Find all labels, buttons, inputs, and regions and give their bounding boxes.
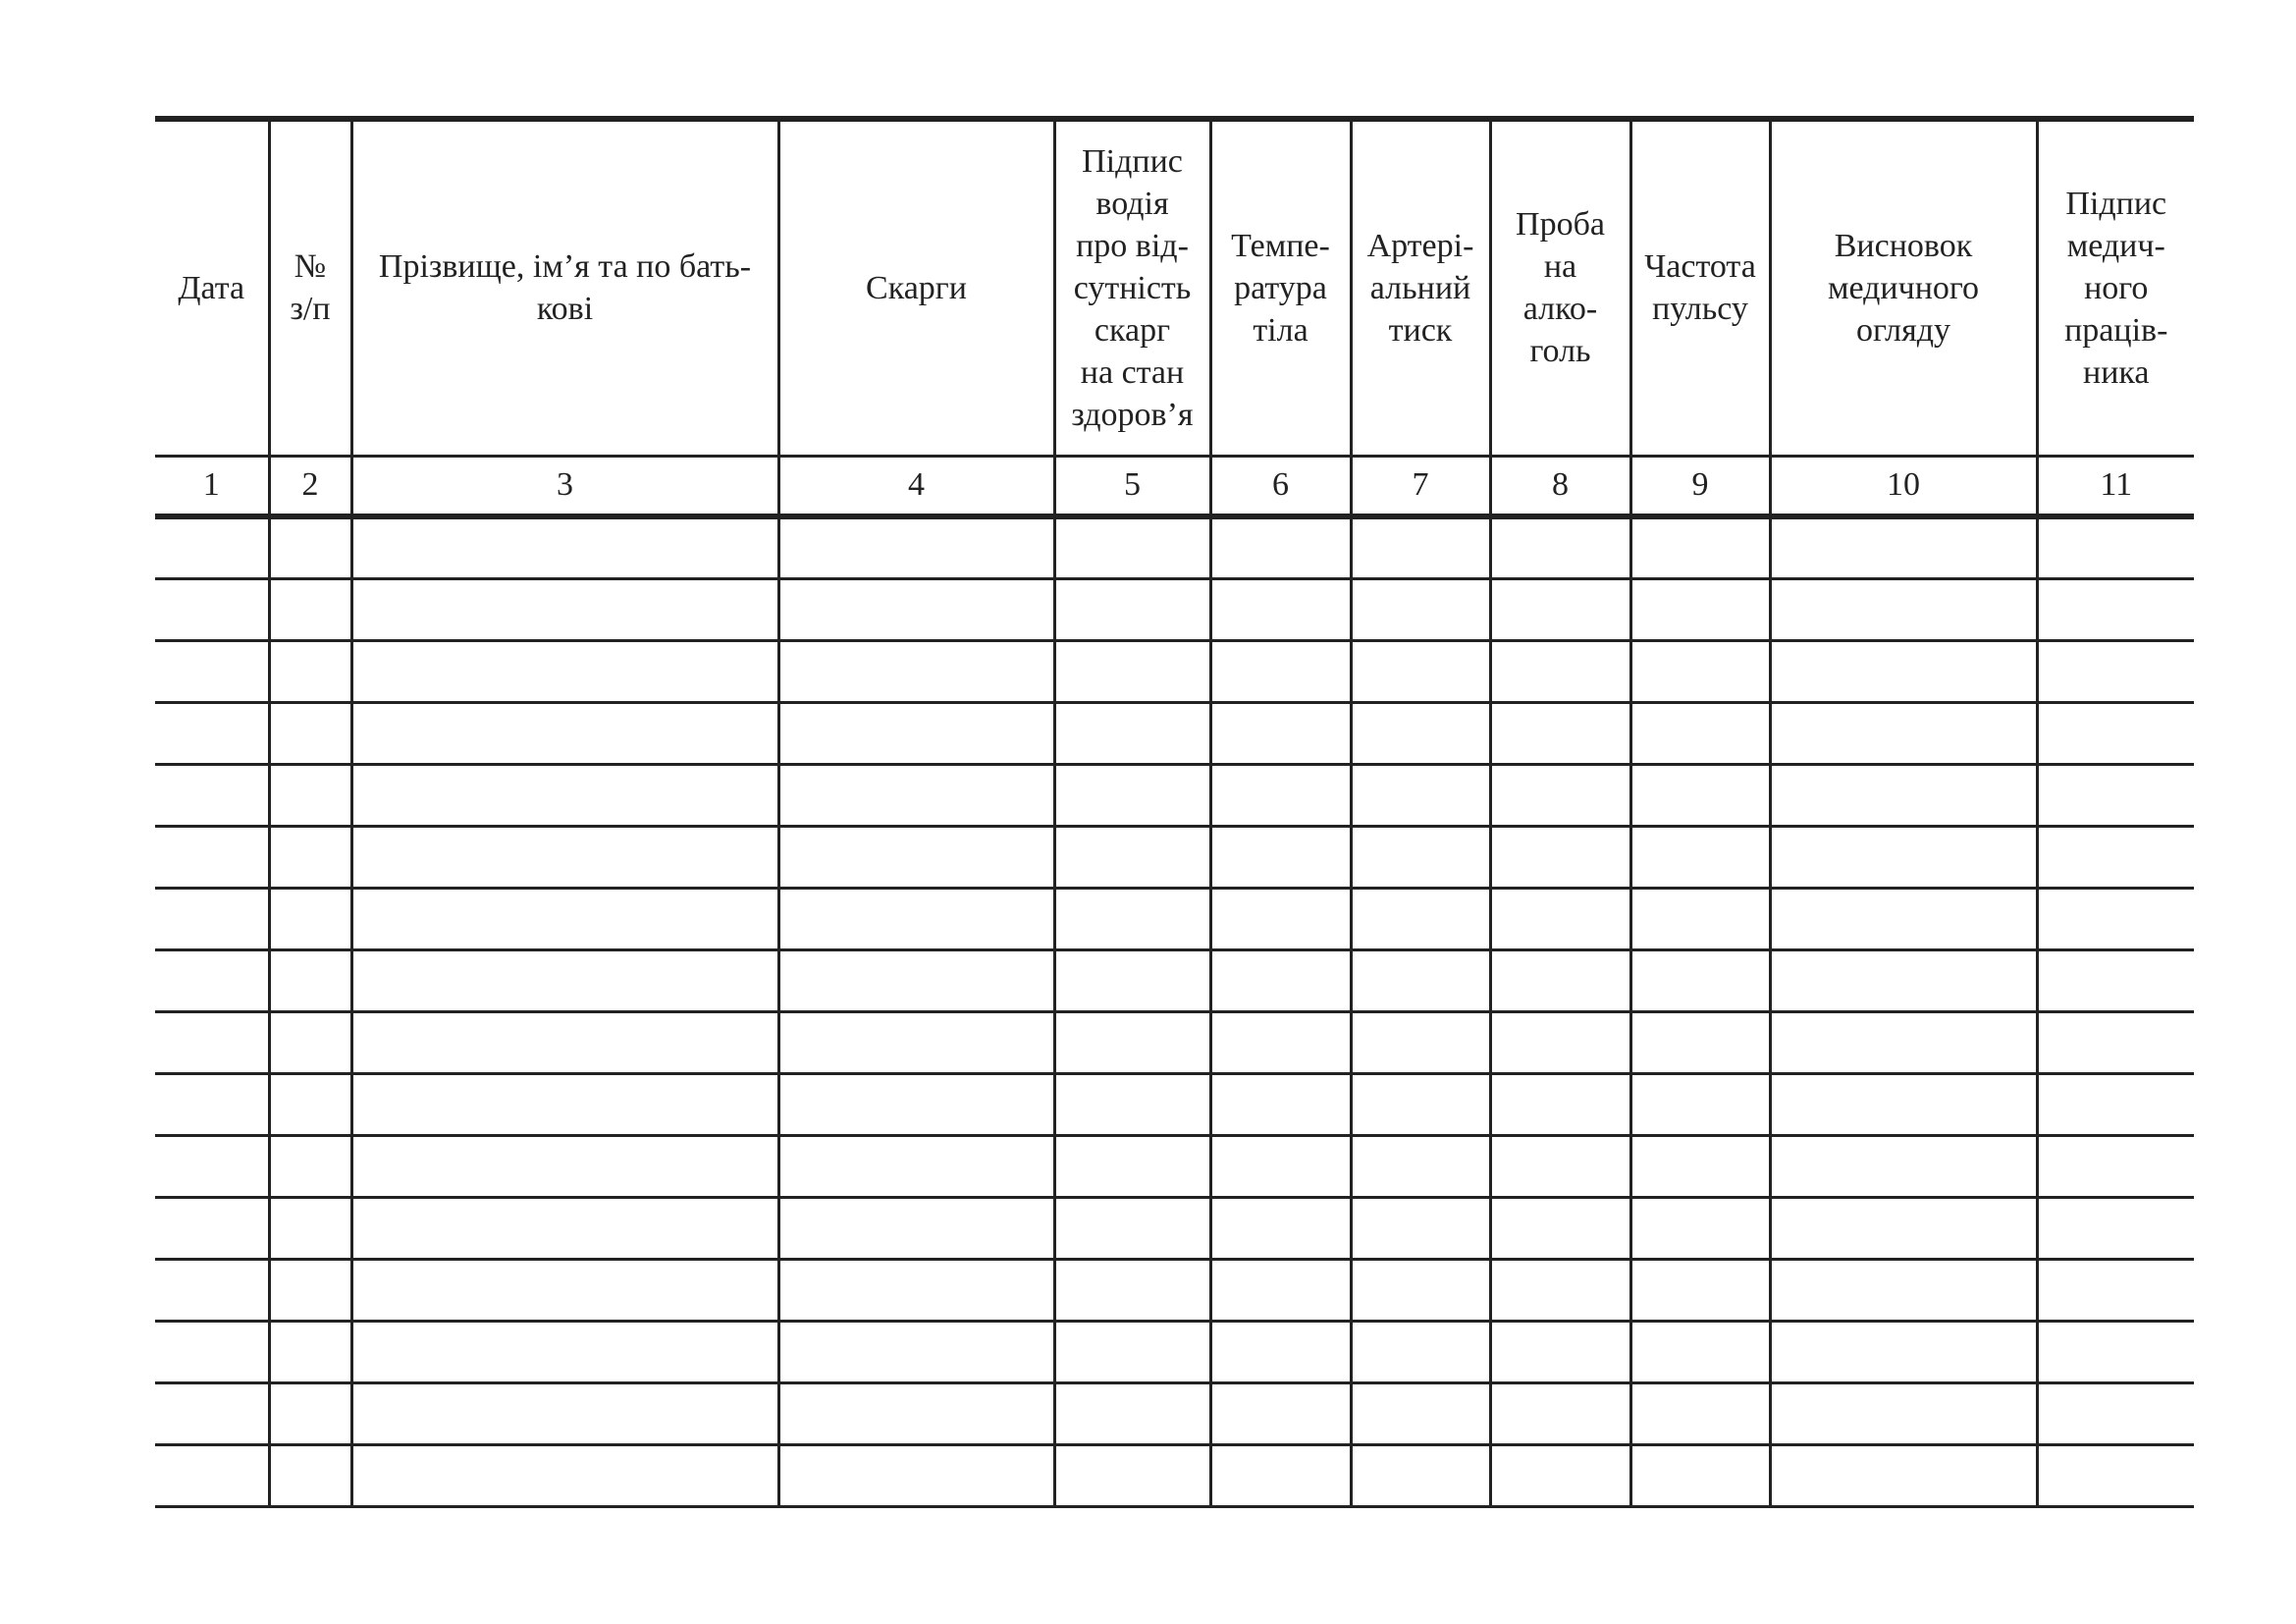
table-row	[155, 1011, 2194, 1073]
empty-cell	[269, 1382, 351, 1444]
empty-cell	[351, 1197, 778, 1259]
empty-cell	[269, 888, 351, 949]
table-row	[155, 826, 2194, 888]
table-row	[155, 888, 2194, 949]
empty-cell	[778, 1011, 1054, 1073]
empty-cell	[269, 1135, 351, 1197]
empty-cell	[1054, 1197, 1210, 1259]
empty-cell	[1054, 1321, 1210, 1382]
empty-cell	[1210, 702, 1351, 764]
empty-cell	[1054, 949, 1210, 1011]
header-row	[155, 119, 2194, 456]
empty-cell	[1630, 1382, 1770, 1444]
empty-cell	[1351, 1135, 1490, 1197]
empty-cell	[778, 1135, 1054, 1197]
column-number: 11	[2037, 456, 2194, 516]
empty-cell	[155, 826, 269, 888]
empty-cell	[1630, 1259, 1770, 1321]
header-driver-signature: Підпис водія про від- сутність скарг на стан здоров’я	[1054, 119, 1210, 456]
empty-cell	[155, 764, 269, 826]
empty-cell	[351, 1444, 778, 1506]
column-number-row	[155, 456, 2194, 516]
empty-cell	[1351, 1444, 1490, 1506]
empty-cell	[2037, 1321, 2194, 1382]
table-row	[155, 578, 2194, 640]
empty-cell	[155, 1444, 269, 1506]
empty-cell	[1630, 702, 1770, 764]
empty-cell	[155, 1011, 269, 1073]
empty-cell	[1054, 1259, 1210, 1321]
empty-cell	[1351, 1382, 1490, 1444]
empty-cell	[1770, 1135, 2037, 1197]
empty-cell	[1054, 1073, 1210, 1135]
empty-cell	[1351, 578, 1490, 640]
empty-cell	[351, 1259, 778, 1321]
empty-cell	[2037, 640, 2194, 702]
empty-cell	[1490, 702, 1630, 764]
empty-cell	[1351, 888, 1490, 949]
empty-cell	[1630, 1197, 1770, 1259]
empty-cell	[2037, 516, 2194, 578]
table-row	[155, 1259, 2194, 1321]
empty-cell	[351, 702, 778, 764]
header-pulse-rate: Частота пульсу	[1630, 119, 1770, 456]
empty-cell	[1490, 1444, 1630, 1506]
empty-cell	[778, 888, 1054, 949]
table-row	[155, 640, 2194, 702]
empty-cell	[1770, 1382, 2037, 1444]
empty-cell	[778, 1444, 1054, 1506]
empty-cell	[1210, 888, 1351, 949]
empty-cell	[1351, 949, 1490, 1011]
empty-cell	[155, 1197, 269, 1259]
empty-cell	[1490, 826, 1630, 888]
header-complaints: Скарги	[778, 119, 1054, 456]
empty-cell	[778, 1197, 1054, 1259]
empty-cell	[1210, 578, 1351, 640]
empty-cell	[2037, 1259, 2194, 1321]
empty-cell	[1054, 1011, 1210, 1073]
empty-cell	[1770, 1321, 2037, 1382]
empty-cell	[1630, 578, 1770, 640]
empty-cell	[1351, 826, 1490, 888]
table-row	[155, 949, 2194, 1011]
empty-cell	[1630, 949, 1770, 1011]
empty-cell	[1770, 949, 2037, 1011]
empty-cell	[778, 640, 1054, 702]
empty-cell	[1351, 1073, 1490, 1135]
empty-cell	[1490, 640, 1630, 702]
empty-cell	[269, 702, 351, 764]
header-alcohol-test: Проба на алко- голь	[1490, 119, 1630, 456]
empty-cell	[1054, 516, 1210, 578]
empty-cell	[155, 516, 269, 578]
column-number: 10	[1770, 456, 2037, 516]
empty-cell	[351, 1321, 778, 1382]
empty-cell	[1351, 1259, 1490, 1321]
empty-cell	[1210, 516, 1351, 578]
empty-cell	[155, 640, 269, 702]
empty-cell	[1770, 1259, 2037, 1321]
empty-cell	[155, 949, 269, 1011]
empty-cell	[1210, 640, 1351, 702]
empty-cell	[351, 1073, 778, 1135]
table-row	[155, 1135, 2194, 1197]
header-full-name: Прізвище, ім’я та по бать- кові	[351, 119, 778, 456]
empty-cell	[351, 764, 778, 826]
empty-cell	[269, 949, 351, 1011]
empty-cell	[351, 826, 778, 888]
empty-cell	[351, 1135, 778, 1197]
empty-cell	[778, 1321, 1054, 1382]
empty-cell	[1490, 1135, 1630, 1197]
header-medic-signature: Підпис медич- ного працiв- ника	[2037, 119, 2194, 456]
header-exam-conclusion: Висновок медичного огляду	[1770, 119, 2037, 456]
empty-cell	[1054, 702, 1210, 764]
empty-cell	[1210, 764, 1351, 826]
empty-cell	[1054, 578, 1210, 640]
empty-cell	[778, 826, 1054, 888]
empty-cell	[155, 1259, 269, 1321]
empty-cell	[1210, 1135, 1351, 1197]
empty-cell	[1210, 1444, 1351, 1506]
empty-cell	[1490, 1073, 1630, 1135]
empty-cell	[778, 1073, 1054, 1135]
table-body	[155, 516, 2194, 1506]
table-row	[155, 1197, 2194, 1259]
empty-cell	[1630, 1135, 1770, 1197]
empty-cell	[1351, 516, 1490, 578]
empty-cell	[778, 516, 1054, 578]
empty-cell	[2037, 578, 2194, 640]
empty-cell	[351, 949, 778, 1011]
empty-cell	[1490, 1382, 1630, 1444]
empty-cell	[155, 702, 269, 764]
empty-cell	[1770, 1073, 2037, 1135]
header-date: Дата	[155, 119, 269, 456]
empty-cell	[155, 1321, 269, 1382]
empty-cell	[2037, 1444, 2194, 1506]
empty-cell	[1770, 826, 2037, 888]
empty-cell	[1490, 764, 1630, 826]
empty-cell	[778, 578, 1054, 640]
empty-cell	[1351, 764, 1490, 826]
empty-cell	[351, 1011, 778, 1073]
empty-cell	[1770, 888, 2037, 949]
empty-cell	[1630, 1444, 1770, 1506]
empty-cell	[269, 1444, 351, 1506]
table-row	[155, 1073, 2194, 1135]
empty-cell	[778, 702, 1054, 764]
empty-cell	[1210, 1259, 1351, 1321]
empty-cell	[2037, 1011, 2194, 1073]
empty-cell	[269, 578, 351, 640]
empty-cell	[2037, 1135, 2194, 1197]
empty-cell	[1210, 1011, 1351, 1073]
empty-cell	[269, 1197, 351, 1259]
empty-cell	[1054, 1135, 1210, 1197]
header-body-temperature: Темпе- ратура тіла	[1210, 119, 1351, 456]
column-number: 3	[351, 456, 778, 516]
empty-cell	[1054, 888, 1210, 949]
empty-cell	[1210, 1321, 1351, 1382]
empty-cell	[1490, 578, 1630, 640]
table-row	[155, 516, 2194, 578]
empty-cell	[1770, 516, 2037, 578]
table-row	[155, 702, 2194, 764]
table-row	[155, 764, 2194, 826]
empty-cell	[351, 888, 778, 949]
empty-cell	[1351, 1321, 1490, 1382]
empty-cell	[1351, 640, 1490, 702]
column-number: 4	[778, 456, 1054, 516]
empty-cell	[1351, 1197, 1490, 1259]
empty-cell	[1770, 764, 2037, 826]
empty-cell	[1490, 1259, 1630, 1321]
empty-cell	[269, 1321, 351, 1382]
empty-cell	[1054, 826, 1210, 888]
empty-cell	[269, 516, 351, 578]
table-row	[155, 1382, 2194, 1444]
empty-cell	[2037, 764, 2194, 826]
empty-cell	[155, 1135, 269, 1197]
empty-cell	[2037, 1197, 2194, 1259]
empty-cell	[155, 888, 269, 949]
column-number: 6	[1210, 456, 1351, 516]
empty-cell	[1351, 702, 1490, 764]
empty-cell	[1770, 1444, 2037, 1506]
empty-cell	[2037, 702, 2194, 764]
empty-cell	[1490, 516, 1630, 578]
column-number: 5	[1054, 456, 1210, 516]
empty-cell	[2037, 1382, 2194, 1444]
empty-cell	[1770, 578, 2037, 640]
empty-cell	[2037, 826, 2194, 888]
header-number: № з/п	[269, 119, 351, 456]
empty-cell	[1770, 1197, 2037, 1259]
empty-cell	[269, 826, 351, 888]
empty-cell	[1630, 826, 1770, 888]
empty-cell	[2037, 1073, 2194, 1135]
table-row	[155, 1321, 2194, 1382]
empty-cell	[155, 1382, 269, 1444]
empty-cell	[1054, 1444, 1210, 1506]
empty-cell	[778, 764, 1054, 826]
empty-cell	[1770, 640, 2037, 702]
empty-cell	[351, 578, 778, 640]
empty-cell	[1490, 1197, 1630, 1259]
empty-cell	[2037, 888, 2194, 949]
empty-cell	[1210, 1073, 1351, 1135]
empty-cell	[1630, 1321, 1770, 1382]
empty-cell	[1490, 949, 1630, 1011]
empty-cell	[155, 578, 269, 640]
empty-cell	[269, 764, 351, 826]
empty-cell	[269, 1011, 351, 1073]
empty-cell	[1630, 1011, 1770, 1073]
empty-cell	[351, 1382, 778, 1444]
empty-cell	[778, 1382, 1054, 1444]
empty-cell	[1490, 888, 1630, 949]
empty-cell	[269, 1259, 351, 1321]
medical-examination-log-table	[155, 116, 2194, 1508]
empty-cell	[1210, 1382, 1351, 1444]
empty-cell	[1054, 764, 1210, 826]
empty-cell	[2037, 949, 2194, 1011]
empty-cell	[1490, 1011, 1630, 1073]
empty-cell	[1770, 1011, 2037, 1073]
empty-cell	[1054, 1382, 1210, 1444]
empty-cell	[1351, 1011, 1490, 1073]
empty-cell	[1630, 640, 1770, 702]
empty-cell	[1210, 826, 1351, 888]
empty-cell	[778, 1259, 1054, 1321]
empty-cell	[1630, 764, 1770, 826]
empty-cell	[1630, 516, 1770, 578]
empty-cell	[351, 640, 778, 702]
empty-cell	[269, 1073, 351, 1135]
table-row	[155, 1444, 2194, 1506]
empty-cell	[155, 1073, 269, 1135]
empty-cell	[1630, 888, 1770, 949]
empty-cell	[778, 949, 1054, 1011]
empty-cell	[1210, 949, 1351, 1011]
column-number: 7	[1351, 456, 1490, 516]
empty-cell	[1054, 640, 1210, 702]
column-number: 9	[1630, 456, 1770, 516]
empty-cell	[351, 516, 778, 578]
empty-cell	[1770, 702, 2037, 764]
empty-cell	[1630, 1073, 1770, 1135]
column-number: 1	[155, 456, 269, 516]
header-blood-pressure: Артері- альний тиск	[1351, 119, 1490, 456]
column-number: 2	[269, 456, 351, 516]
column-number: 8	[1490, 456, 1630, 516]
empty-cell	[269, 640, 351, 702]
empty-cell	[1490, 1321, 1630, 1382]
empty-cell	[1210, 1197, 1351, 1259]
